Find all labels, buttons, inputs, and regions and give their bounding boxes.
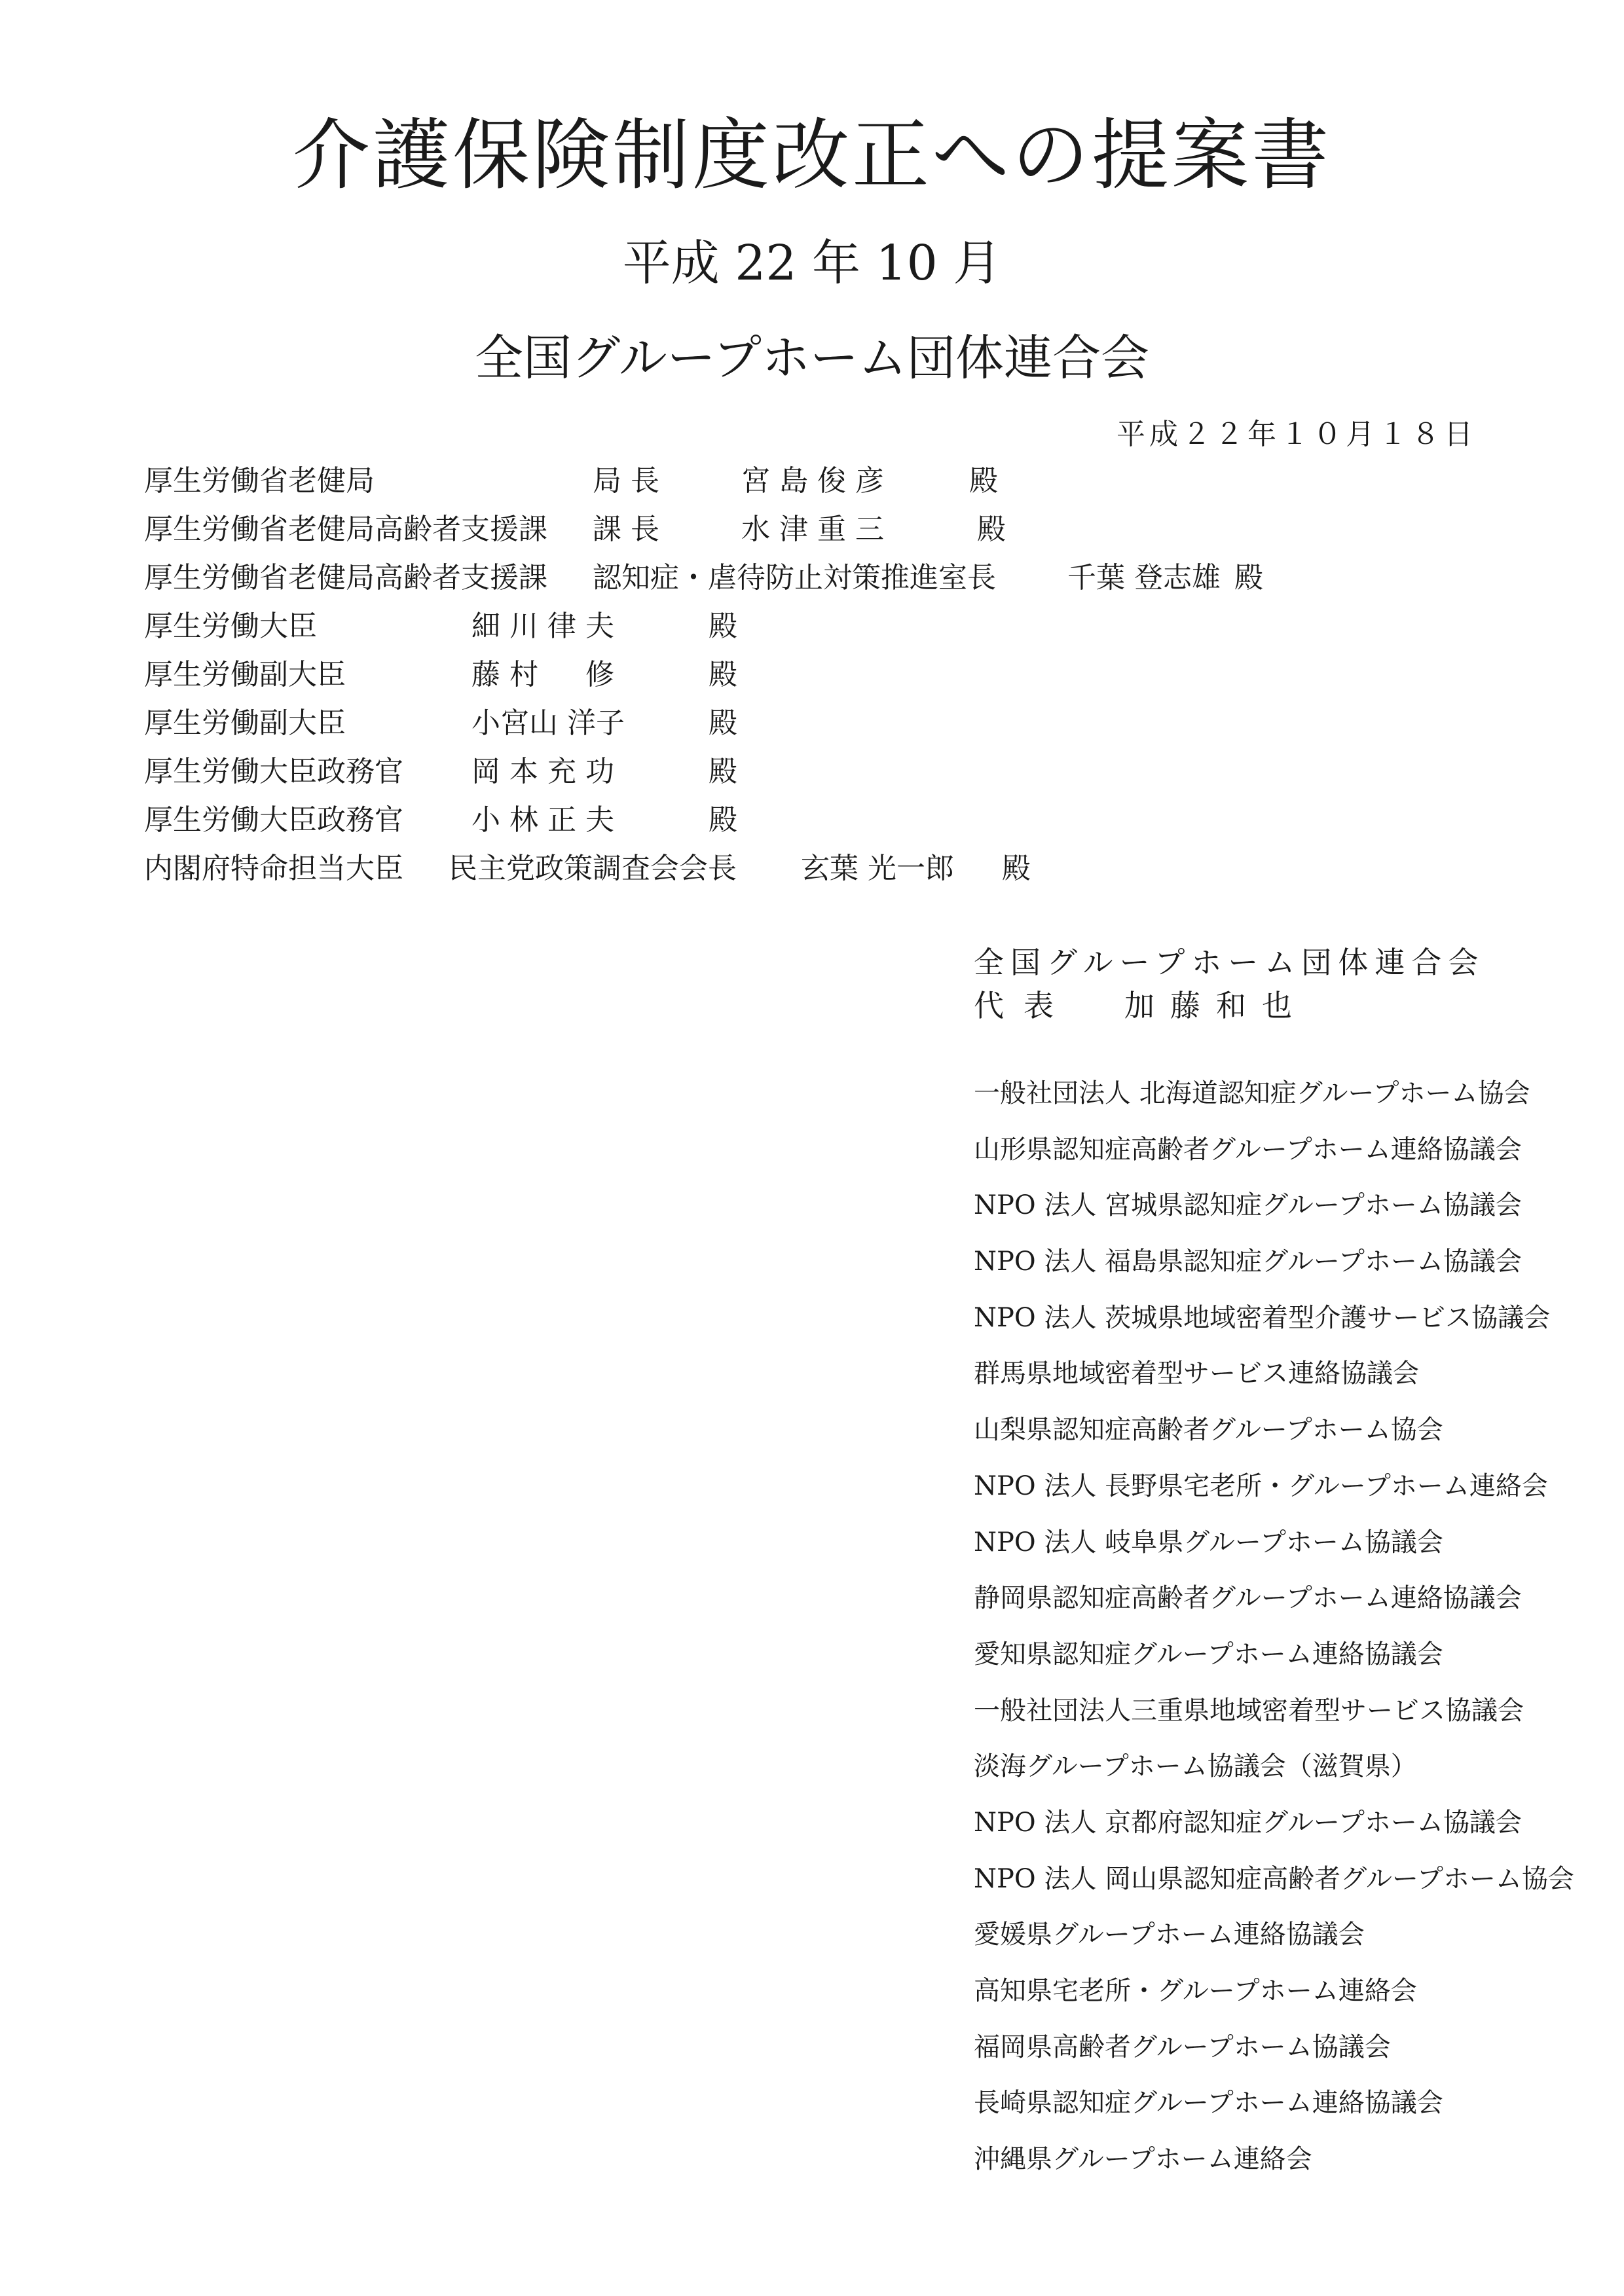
sender-organization: 全国グループホーム団体連合会 <box>974 945 1485 980</box>
member-organization: 愛知県認知症グループホーム連絡協議会 <box>974 1639 1443 1669</box>
addressee-name: 小宮山 洋子 <box>471 706 625 740</box>
addressee-honorific: 殿 <box>969 464 998 498</box>
addressee-title: 認知症・虐待防止対策推進室長 <box>593 561 996 594</box>
addressee-honorific: 殿 <box>977 513 1006 546</box>
addressee-name: 細 川 律 夫 <box>471 610 614 643</box>
member-organization: NPO 法人 長野県宅老所・グループホーム連絡会 <box>974 1470 1548 1501</box>
member-organization: 愛媛県グループホーム連絡協議会 <box>974 1920 1365 1950</box>
addressee-title: 局 長 <box>593 464 659 498</box>
member-organization-list <box>974 1066 1574 2188</box>
sender-representative <box>974 984 1485 1027</box>
member-organization: 山梨県認知症高齢者グループホーム協会 <box>974 1415 1443 1446</box>
addressee-org: 厚生労働大臣政務官 <box>144 755 403 788</box>
member-organization: 福岡県高齢者グループホーム協議会 <box>974 2032 1391 2062</box>
addressee-name: 玄葉 光一郎 <box>801 852 954 885</box>
addressee-org: 厚生労働省老健局高齢者支援課 <box>144 513 547 546</box>
issue-date: 平成２２年１０月１８日 <box>1116 418 1477 451</box>
member-organization: 一般社団法人 北海道認知症グループホーム協会 <box>974 1078 1530 1108</box>
addressee-name: 小 林 正 夫 <box>471 803 614 837</box>
member-organization: NPO 法人 茨城県地域密着型介護サービス協議会 <box>974 1302 1551 1333</box>
member-organization: 静岡県認知症高齢者グループホーム連絡協議会 <box>974 1583 1522 1614</box>
organization-line: 全国グループホーム団体連合会 <box>474 330 1150 386</box>
member-organization: 長崎県認知症グループホーム連絡協議会 <box>974 2088 1443 2119</box>
member-organization: NPO 法人 宮城県認知症グループホーム協議会 <box>974 1190 1522 1221</box>
addressee-honorific: 殿 <box>709 610 737 643</box>
date-line: 平成 22 年 10 月 <box>622 235 1002 291</box>
member-organization: NPO 法人 岡山県認知症高齢者グループホーム協会 <box>974 1863 1574 1894</box>
addressee-name: 千葉 登志雄 <box>1067 561 1221 594</box>
addressee-name: 岡 本 充 功 <box>471 755 614 788</box>
addressee-org: 厚生労働大臣政務官 <box>144 803 403 837</box>
addressee-org: 厚生労働省老健局 <box>144 464 375 498</box>
addressee-name: 水 津 重 三 <box>741 513 884 546</box>
sender-block <box>974 941 1485 1027</box>
addressee-honorific: 殿 <box>709 803 737 837</box>
member-organization: 山形県認知症高齢者グループホーム連絡協議会 <box>974 1134 1522 1165</box>
member-organization: 淡海グループホーム協議会（滋賀県） <box>974 1751 1417 1782</box>
addressee-title: 課 長 <box>593 513 659 546</box>
addressee-honorific: 殿 <box>709 658 737 691</box>
member-organization: 沖縄県グループホーム連絡会 <box>974 2144 1312 2175</box>
member-organization: NPO 法人 福島県認知症グループホーム協議会 <box>974 1247 1522 1277</box>
member-organization: 高知県宅老所・グループホーム連絡会 <box>974 1976 1417 2006</box>
addressee-name: 藤 村 修 <box>471 658 614 691</box>
member-organization: 一般社団法人三重県地域密着型サービス協議会 <box>974 1695 1524 1726</box>
representative-role: 代表 <box>974 988 1073 1023</box>
member-organization: NPO 法人 京都府認知症グループホーム協議会 <box>974 1807 1522 1838</box>
addressee-honorific: 殿 <box>709 755 737 788</box>
addressee-org: 厚生労働大臣 <box>144 610 317 643</box>
member-organization: 群馬県地域密着型サービス連絡協議会 <box>974 1358 1419 1389</box>
addressee-name: 宮 島 俊 彦 <box>741 464 884 498</box>
addressee-org: 内閣府特命担当大臣 <box>144 852 403 885</box>
addressee-org: 厚生労働副大臣 <box>144 706 346 740</box>
addressee-title: 民主党政策調査会会長 <box>449 852 737 885</box>
addressee-honorific: 殿 <box>709 706 737 740</box>
representative-name: 加藤和也 <box>1124 988 1308 1023</box>
addressee-honorific: 殿 <box>1002 852 1031 885</box>
addressee-org: 厚生労働副大臣 <box>144 658 346 691</box>
member-organization: NPO 法人 岐阜県グループホーム協議会 <box>974 1527 1443 1558</box>
addressee-org: 厚生労働省老健局高齢者支援課 <box>144 561 547 594</box>
addressee-honorific: 殿 <box>1234 561 1263 594</box>
document-title: 介護保険制度改正への提案書 <box>292 110 1331 200</box>
